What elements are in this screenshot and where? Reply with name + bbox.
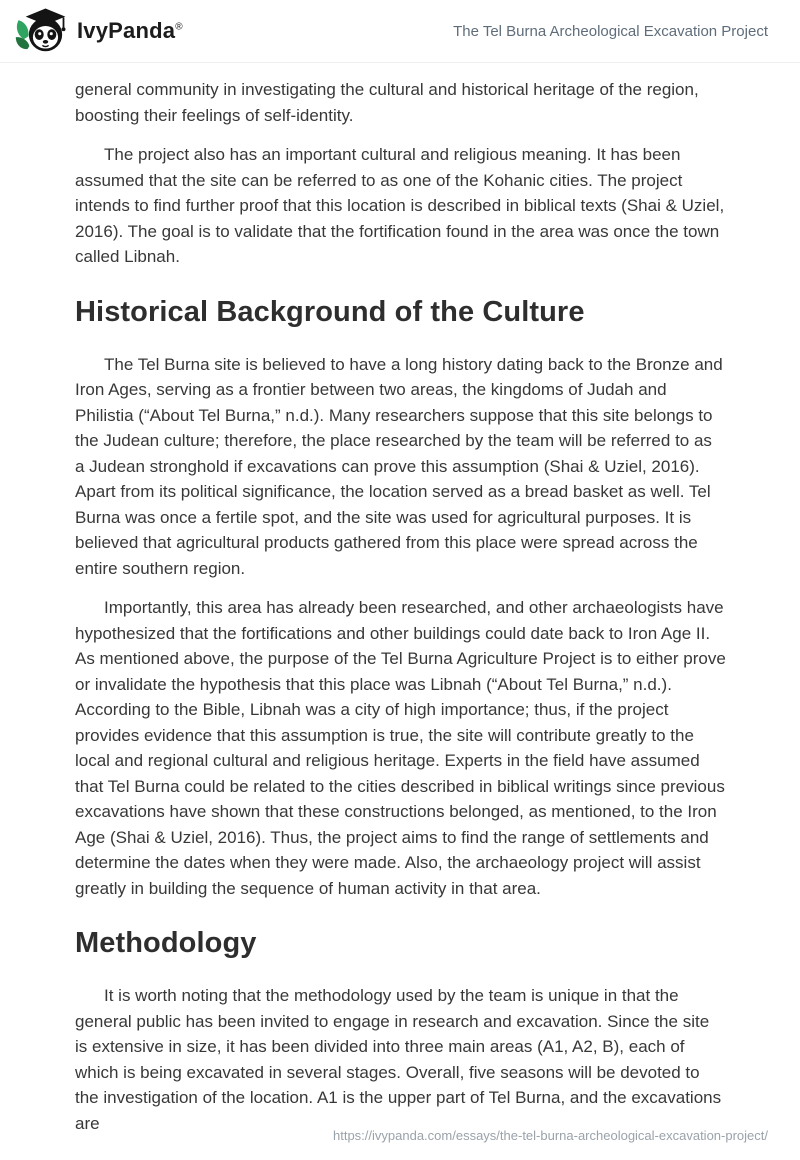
paragraph: The Tel Burna site is believed to have a long history dating back to the Bronze and Iron Ages, serving as a frontier between two areas, the kingdoms of Judah and Philistia (“About Tel Burna,” n.d.). Many researchers suppose that this site belongs to the Judean culture; therefore, the place researched by the team will be referred to as a Judean stronghold if excavations can prove this assumption (Shai & Uziel, 2016). Apart from its political significance, the location served as a bread basket as well. Tel Burna was once a fertile spot, and the site was used for agricultural purposes. It is believed that agricultural products gathered from this place were spread across the entire southern region. (75, 354, 723, 578)
paragraph: The project also has an important cultural and religious meaning. It has been assumed that the site can be referred to as one of the Kohanic cities. The project intends to find further proof that this location is described in biblical texts (Shai & Uziel, 2016). The goal is to validate that the fortification found in the area was once the town called Libnah. (75, 145, 725, 266)
document-title: The Tel Burna Archeological Excavation Project (453, 22, 768, 40)
panda-graduate-icon (14, 6, 68, 56)
brand-name-text: IvyPanda (77, 18, 176, 43)
source-url-link[interactable]: https://ivypanda.com/essays/the-tel-burna-archeological-excavation-project/ (333, 1128, 768, 1143)
registered-mark: ® (175, 21, 183, 33)
ivypanda-logo[interactable] (14, 6, 183, 56)
paragraph: Importantly, this area has already been researched, and other archaeologists have hypothesized that the fortifications and other buildings could date back to Iron Age II. As mentioned above, the purpose of the Tel Burna Agriculture Project is to either prove or invalidate the hypothesis that this place was Libnah (“About Tel Burna,” n.d.). According to the Bible, Libnah was a city of high importance; thus, if the project provides evidence that this assumption is true, the site will contribute greatly to the local and regional cultural and religious heritage. Experts in the field have assumed that Tel Burna could be related to the cities described in biblical writings since previous excavations have shown that these constructions belonged, as mentioned, to the Iron Age (Shai & Uziel, 2016). Thus, the project aims to find the range of settlements and determine the dates when they were made. Also, the archaeology project will assist greatly in building the sequence of human activity in that area. (75, 598, 726, 898)
paragraph: It is worth noting that the methodology used by the team is unique in that the general public has been invited to engage in research and excavation. Since the site is extensive in size, it has been divided into three main areas (A1, A2, B), each of which is being excavated in several stages. Overall, five seasons will be devoted to the investigation of the location. A1 is the upper part of Tel Burna, and the excavations are (75, 986, 722, 1133)
page-header (0, 0, 800, 63)
section-heading-methodology: Methodology (75, 927, 257, 959)
section-heading-historical-background: Historical Background of the Culture (75, 295, 585, 328)
paragraph-continuation: general community in investigating the cultural and historical heritage of the region, boosting their feelings of self-identity. (75, 80, 699, 125)
page-footer (333, 1127, 768, 1145)
essay-body (0, 63, 800, 1136)
brand-name (77, 18, 183, 44)
